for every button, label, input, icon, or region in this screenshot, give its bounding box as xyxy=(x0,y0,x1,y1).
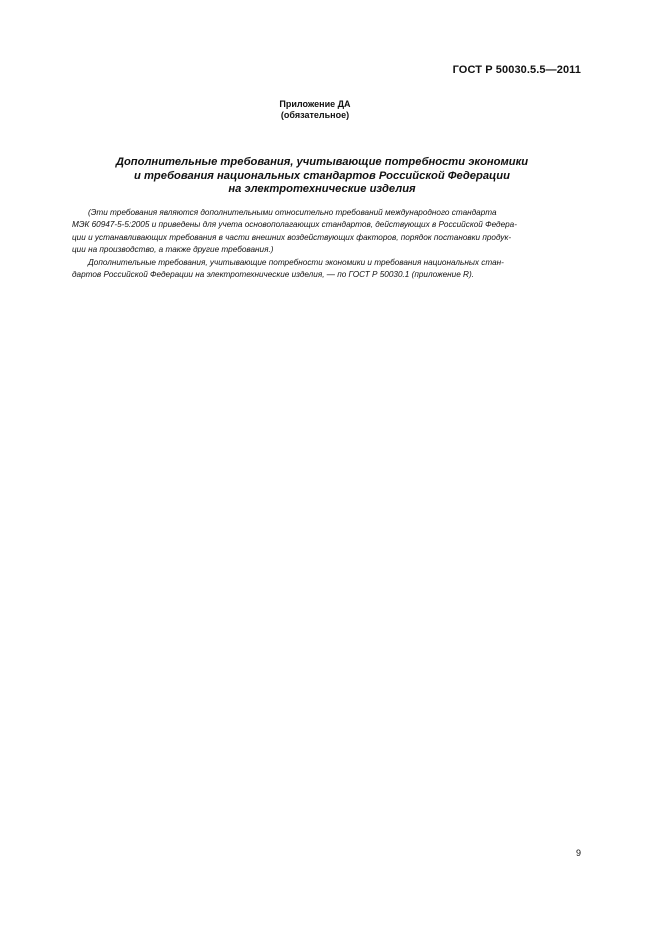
notes-paragraph-1-line-3: ции и устанавливающих требования в части внешних воздействующих факторов, порядок постановки продук- xyxy=(72,232,512,242)
annex-title: Приложение ДА xyxy=(279,99,351,109)
notes-paragraph-1-line-4: ции на производство, а также другие требования.) xyxy=(72,245,274,255)
section-title xyxy=(0,156,644,197)
page-number: 9 xyxy=(575,848,581,858)
annex-heading xyxy=(0,99,630,121)
notes-body xyxy=(72,207,585,281)
section-title-line-3: на электротехнические изделия xyxy=(228,183,416,195)
notes-paragraph-1 xyxy=(72,207,585,257)
notes-paragraph-2-line-1: Дополнительные требования, учитывающие потребности экономики и требования национальных стан- xyxy=(88,257,504,267)
notes-paragraph-1-line-1: (Эти требования являются дополнительными относительно требований международного стандарта xyxy=(88,208,497,217)
section-title-line-1: Дополнительные требования, учитывающие потребности экономики xyxy=(115,156,529,168)
notes-paragraph-2 xyxy=(72,257,585,282)
notes-paragraph-2-line-2: дартов Российской Федерации на электротехнические изделия, — по ГОСТ Р 50030.1 (приложение R). xyxy=(72,270,474,280)
annex-status: (обязательное) xyxy=(280,110,350,120)
section-title-line-2: и требования национальных стандартов Российской Федерации xyxy=(134,169,510,182)
standard-code: ГОСТ Р 50030.5.5—2011 xyxy=(452,64,581,76)
notes-paragraph-1-line-2: МЭК 60947-5-5:2005 и приведены для учета основополагающих стандартов, действующих в Российской Федера- xyxy=(72,220,517,230)
